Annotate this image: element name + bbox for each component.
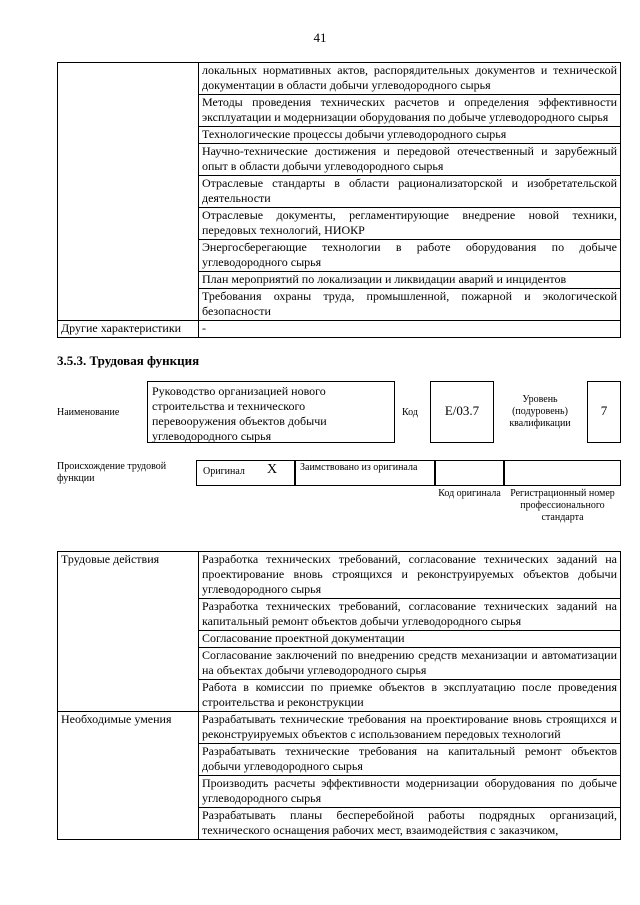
original-box	[196, 460, 295, 486]
origin-label: Происхождение трудовой функции	[57, 461, 167, 484]
skill-item: Производить расчеты эффективности модернизации оборудования по добыче углеводородного сырья	[199, 776, 621, 808]
labor-action-item: Работа в комиссии по приемке объектов в эксплуатацию после проведения строительства и реконструкции	[199, 680, 621, 712]
labor-function-table	[57, 551, 621, 840]
section-title: 3.5.3. Трудовая функция	[57, 353, 200, 368]
name-label: Наименование	[57, 407, 120, 418]
table-row	[58, 552, 621, 599]
code-value-box: E/03.7	[430, 381, 494, 443]
labor-action-item: Разработка технических требований, согласование технических заданий на проектирование вновь строящихся и реконструируемых объектов добычи углеводородного сырья	[199, 552, 621, 599]
table-row	[58, 712, 621, 744]
skills-label: Необходимые умения	[58, 712, 199, 840]
knowledge-item: Требования охраны труда, промышленной, пожарной и экологической безопасности	[199, 289, 621, 321]
knowledge-item: Методы проведения технических расчетов и определения эффективности эксплуатации и модернизации оборудования по добыче углеводородного сырья	[199, 95, 621, 127]
knowledge-item: локальных нормативных актов, распорядительных документов и технической документации в области добычи углеводородного сырья	[199, 63, 621, 95]
skill-item: Разрабатывать планы бесперебойной работы подрядных организаций, технического оснащения рабочих мест, взаимодействия с заказчиком,	[199, 808, 621, 840]
code-label: Код	[402, 407, 418, 418]
knowledge-item: План мероприятий по локализации и ликвидации аварий и инцидентов	[199, 272, 621, 289]
level-label: Уровень (подуровень) квалификации	[509, 394, 571, 429]
code-original-label: Код оригинала	[438, 488, 501, 499]
labor-action-item: Согласование проектной документации	[199, 631, 621, 648]
name-value-box: Руководство организацией нового строительства и технического перевооружения объектов добычи углеводородного сырья	[147, 381, 395, 443]
labor-action-item: Согласование заключений по внедрению средств механизации и автоматизации на объектах добычи углеводородного сырья	[199, 648, 621, 680]
original-label: Оригинал	[203, 466, 245, 477]
borrowed-box: Заимствовано из оригинала	[295, 460, 435, 486]
labor-action-item: Разработка технических требований, согласование технических заданий на капитальный ремонт объектов добычи углеводородного сырья	[199, 599, 621, 631]
knowledge-item: Научно-технические достижения и передовой отечественный и зарубежный опыт в области добычи углеводородного сырья	[199, 144, 621, 176]
other-characteristics-label: Другие характеристики	[58, 321, 199, 338]
table-row	[58, 63, 621, 95]
skill-item: Разрабатывать технические требования на капитальный ремонт объектов добычи углеводородного сырья	[199, 744, 621, 776]
knowledge-item: Отраслевые стандарты в области рационализаторской и изобретательской деятельности	[199, 176, 621, 208]
skill-item: Разрабатывать технические требования на проектирование вновь строящихся и реконструируемых объектов с использованием передовых технологий	[199, 712, 621, 744]
other-characteristics-value: -	[199, 321, 621, 338]
page-number: 41	[313, 30, 327, 45]
labor-actions-label: Трудовые действия	[58, 552, 199, 712]
table-row	[58, 321, 621, 338]
reg-number-label: Регистрационный номер профессионального стандарта	[510, 488, 615, 523]
level-value-box: 7	[587, 381, 621, 443]
code-original-box	[435, 460, 504, 486]
knowledge-item: Энергосберегающие технологии в работе оборудования по добыче углеводородного сырья	[199, 240, 621, 272]
knowledge-label-cell	[58, 63, 199, 321]
knowledge-item: Отраслевые документы, регламентирующие внедрение новой техники, передовых технологий, НИОКР	[199, 208, 621, 240]
knowledge-table	[57, 62, 621, 338]
original-mark: X	[267, 462, 278, 477]
knowledge-item: Технологические процессы добычи углеводородного сырья	[199, 127, 621, 144]
reg-number-box	[504, 460, 621, 486]
